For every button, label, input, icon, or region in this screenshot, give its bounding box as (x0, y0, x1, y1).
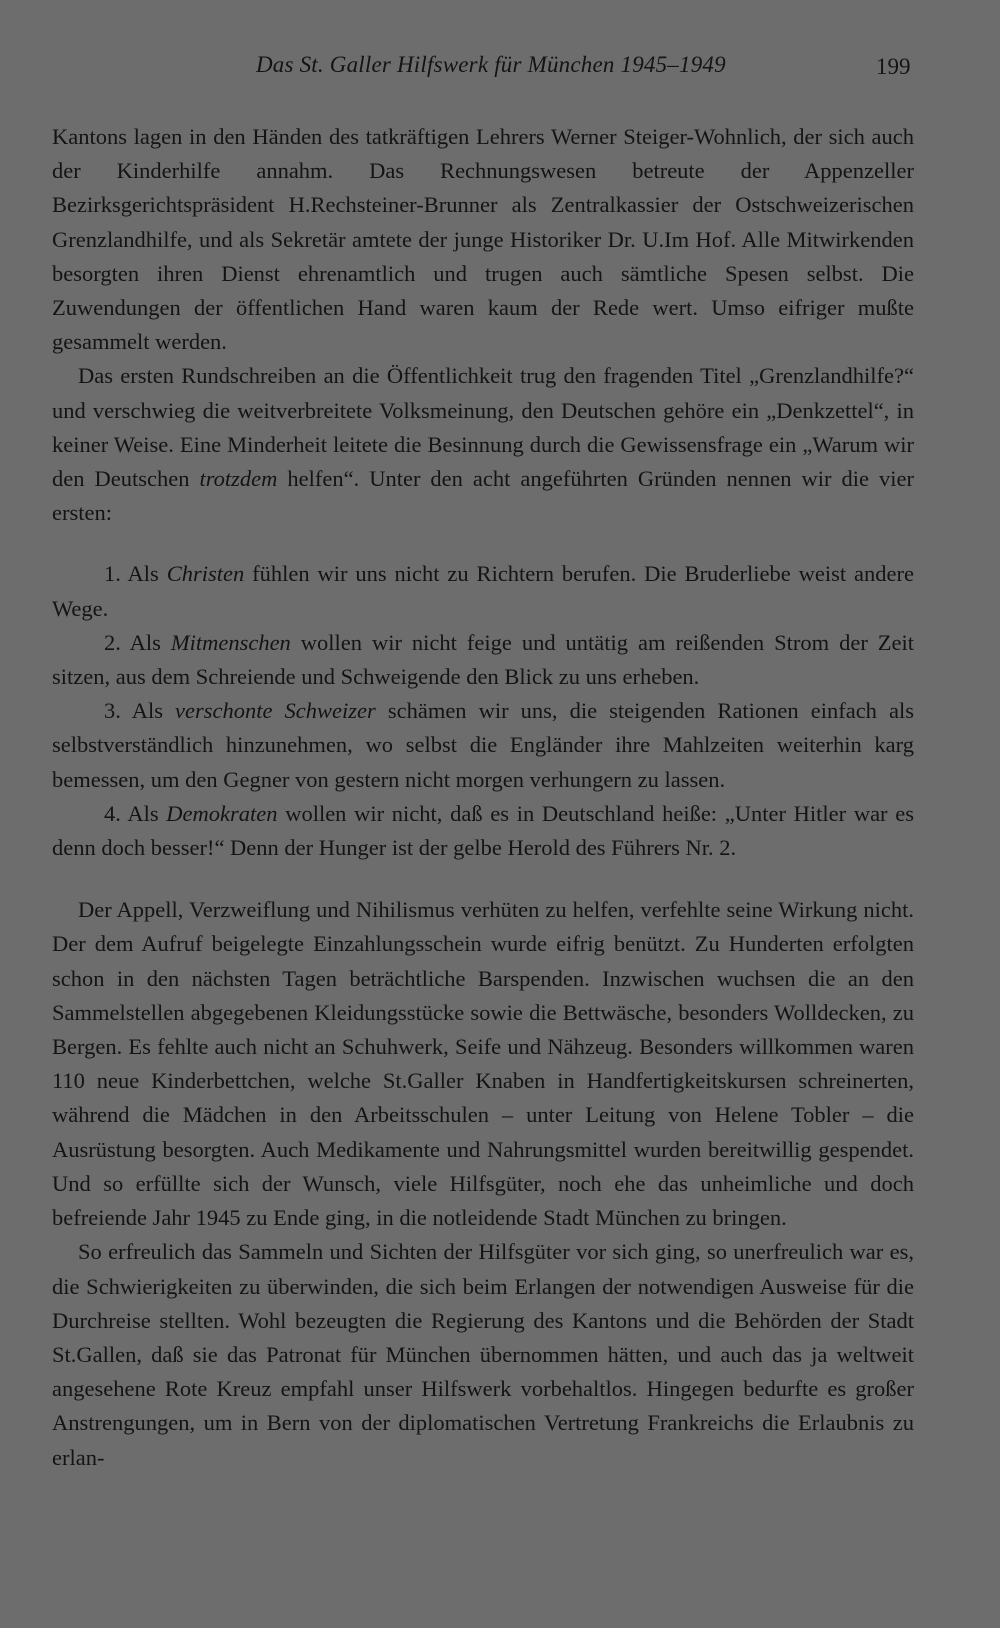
list-item-post: wollen wir nicht, daß es in Deutschland heiße: „Unter Hitler war es denn doch besser!“ Denn der Hunger ist der gelbe Herold des Führers Nr. 2. (52, 800, 914, 861)
list-item-emphasis: Mitmenschen (170, 629, 291, 655)
list-item-emphasis: Christen (166, 561, 245, 587)
reasons-list (52, 557, 914, 865)
list-number: 2. (104, 629, 121, 655)
list-number: 1. (104, 561, 121, 587)
list-item-post: schämen wir uns, die steigenden Rationen einfach als selbstverständlich hinzunehmen, wo selbst die Engländer ihre Mahlzeiten weiterhin karg bemessen, um den Gegner von gestern nicht morgen verhungern zu lassen. (52, 698, 914, 792)
list-item-pre: Als (127, 800, 167, 826)
list-item (52, 626, 914, 694)
list-item-emphasis: Demokraten (166, 800, 278, 826)
paragraph-1: Kantons lagen in den Händen des tatkräftigen Lehrers Werner Steiger-Wohnlich, der sich auch der Kinderhilfe annahm. Das Rechnungswesen betreute der Appenzeller Bezirksgerichtspräsident H.Rechsteiner-Brunner als Zentralkassier der Ostschweizerischen Grenzlandhilfe, und als Sekretär amtete der junge Historiker Dr. U.Im Hof. Alle Mitwirkenden besorgten ihren Dienst ehrenamtlich und trugen auch sämtliche Spesen selbst. Die Zuwendungen der öffentlichen Hand waren kaum der Rede wert. Umso eifriger mußte gesammelt werden. (52, 124, 914, 355)
list-item-pre: Als (129, 629, 171, 655)
paragraph-2-text: Das ersten Rundschreiben an die Öffentlichkeit trug den fragenden Titel „Grenzlandhilfe?“ und verschwieg die weitverbreitete Volksmeinung, den Deutschen gehöre ein „Denkzettel“, in keiner Weise. Eine Minderheit leitete die Besinnung durch die Gewissensfrage ein „Warum wir den Deutschen (52, 363, 914, 492)
list-item-emphasis: verschonte Schweizer (175, 698, 376, 724)
body-text (52, 120, 914, 1475)
paragraph-4: So erfreulich das Sammeln und Sichten der Hilfsgüter vor sich ging, so unerfreulich war es, die Schwierigkeiten zu überwinden, die sich beim Erlangen der notwendigen Ausweise für die Durchreise stellten. Wohl bezeugten die Regierung des Kantons und die Behörden der Stadt St.Gallen, daß sie das Patronat für München übernommen hätten, und auch das ja weltweit angesehene Rote Kreuz empfahl unser Hilfswerk vorbehaltlos. Hingegen bedurfte es großer Anstrengungen, um in Bern von der diplomatischen Vertretung Frankreichs die Erlaubnis zu erlan- (52, 1239, 914, 1470)
list-item-pre: Als (127, 561, 167, 587)
paragraph-2-emphasis: trotzdem (199, 466, 278, 492)
list-item-pre: Als (131, 698, 176, 724)
paragraph-2 (52, 359, 914, 530)
list-item-post: fühlen wir uns nicht zu Richtern berufen. Die Bruderliebe weist andere Wege. (52, 561, 914, 621)
paragraph-2-tail: helfen“. Unter den acht angeführten Gründen nennen wir die vier ersten: (52, 466, 914, 526)
list-number: 4. (104, 800, 121, 826)
list-item (52, 797, 914, 865)
running-header (0, 52, 1000, 88)
list-item (52, 694, 914, 797)
list-number: 3. (104, 698, 121, 724)
list-item (52, 557, 914, 625)
list-item-post: wollen wir nicht feige und untätig am reißenden Strom der Zeit sitzen, aus dem Schreiende und Schweigende den Blick zu uns erheben. (52, 629, 915, 690)
running-title: Das St. Galler Hilfswerk für München 1945–1949 (256, 52, 726, 77)
page-number: 199 (876, 54, 911, 79)
paragraph-3: Der Appell, Verzweiflung und Nihilismus verhüten zu helfen, verfehlte seine Wirkung nicht. Der dem Aufruf beigelegte Einzahlungsschein wurde eifrig benützt. Zu Hunderten erfolgten schon in den nächsten Tagen beträchtliche Barspenden. Inzwischen wuchsen die an den Sammelstellen abgegebenen Kleidungsstücke sowie die Bettwäsche, besonders Wolldecken, zu Bergen. Es fehlte auch nicht an Schuhwerk, Seife und Nähzeug. Besonders willkommen waren 110 neue Kinderbettchen, welche St.Galler Knaben in Handfertigkeitskursen schreinerten, während die Mädchen in den Arbeitsschulen – unter Leitung von Helene Tobler – die Ausrüstung besorgten. Auch Medikamente und Nahrungsmittel wurden bereitwillig gespendet. Und so erfüllte sich der Wunsch, viele Hilfsgüter, noch ehe das unheimliche und doch befreiende Jahr 1945 zu Ende ging, in die notleidende Stadt München zu bringen. (52, 897, 914, 1231)
